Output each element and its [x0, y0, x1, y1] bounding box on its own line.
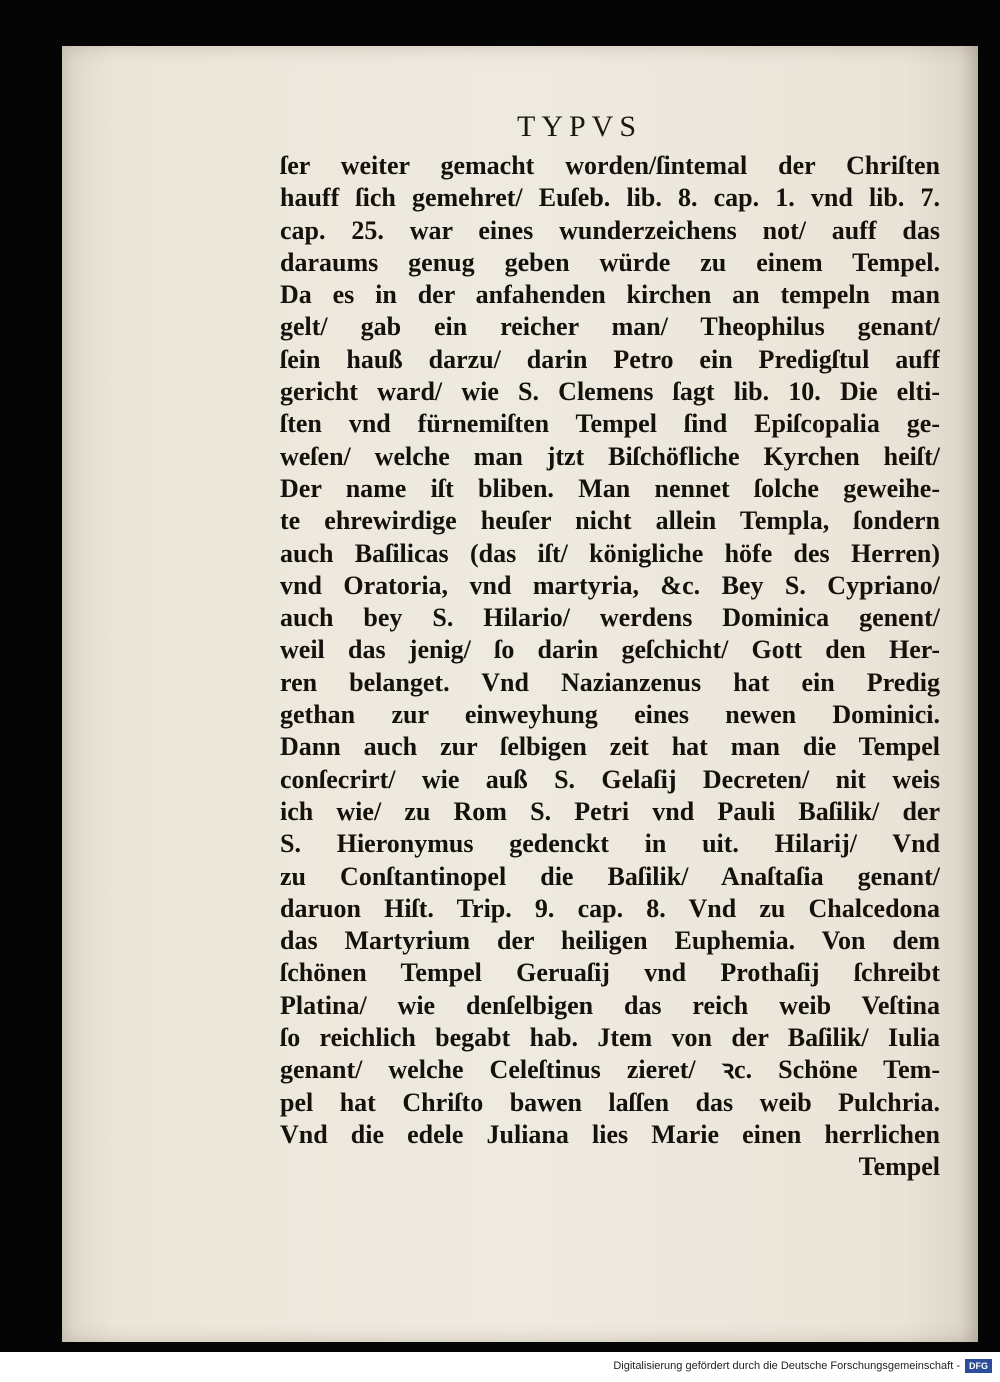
text-line: auch Baſilicas (das iſt/ königliche höfe des Herren): [280, 538, 940, 568]
running-head: TYPVS: [517, 110, 643, 143]
text-line: ſten vnd fürnemiſten Tempel ſind Epiſcopalia ge-: [280, 409, 940, 439]
funding-notice: Digitalisierung gefördert durch die Deutsche Forschungsgemeinschaft -: [613, 1360, 960, 1372]
text-line: zu Conſtantinopel die Baſilik/ Anaſtaſia genant/: [280, 861, 940, 891]
text-line: ſer weiter gemacht worden/ſintemal der Chriſten: [280, 151, 940, 180]
text-line: vnd Oratoria, vnd martyria, &c. Bey S. Cypriano/: [280, 570, 940, 600]
text-line: ſo reichlich begabt hab. Jtem von der Baſilik/ Iulia: [280, 1023, 940, 1053]
text-line: auch bey S. Hilario/ werdens Dominica genent/: [280, 603, 940, 633]
text-block: [280, 150, 940, 1184]
text-line: Platina/ wie denſelbigen das reich weib Veſtina: [280, 990, 940, 1020]
text-line: S. Hieronymus gedenckt in uit. Hilarij/ Vnd: [280, 829, 940, 859]
text-line: genant/ welche Celeſtinus zieret/ ꝛc. Schöne Tem-: [280, 1055, 940, 1085]
text-line: weſen/ welche man jtzt Biſchöfliche Kyrchen heiſt/: [280, 441, 940, 471]
catchword: Tempel: [858, 1152, 940, 1182]
text-line: weil das jenig/ ſo darin geſchicht/ Gott den Her-: [280, 635, 940, 665]
text-line: ſchönen Tempel Geruaſij vnd Prothaſij ſchreibt: [280, 958, 940, 988]
text-line: Vnd die edele Juliana lies Marie einen herrlichen: [280, 1119, 940, 1149]
text-line: gelt/ gab ein reicher man/ Theophilus genant/: [280, 312, 940, 342]
text-line: gethan zur einweyhung eines newen Dominici.: [280, 700, 940, 730]
text-line: Da es in der anfahenden kirchen an tempeln man: [280, 280, 940, 310]
footer-bar: [0, 1352, 1000, 1382]
text-line: gericht ward/ wie S. Clemens ſagt lib. 10. Die elti-: [280, 377, 940, 407]
text-line: ich wie/ zu Rom S. Petri vnd Pauli Baſilik/ der: [280, 796, 940, 826]
text-line: daruon Hiſt. Trip. 9. cap. 8. Vnd zu Chalcedona: [280, 893, 940, 923]
text-line: cap. 25. war eines wunderzeichens not/ auff das: [280, 215, 940, 245]
dfg-logo-icon: DFG: [965, 1359, 992, 1373]
text-line: hauff ſich gemehret/ Euſeb. lib. 8. cap. 1. vnd lib. 7.: [280, 183, 940, 213]
text-line: ſein hauß darzu/ darin Petro ein Predigſtul auff: [280, 344, 940, 374]
text-line: pel hat Chriſto bawen laſſen das weib Pulchria.: [280, 1087, 940, 1117]
page-edge-shadow: [960, 46, 978, 1342]
text-line: conſecrirt/ wie auß S. Gelaſij Decreten/ nit weis: [280, 764, 940, 794]
text-line: ren belanget. Vnd Nazianzenus hat ein Predig: [280, 667, 940, 697]
text-line: Der name iſt bliben. Man nennet ſolche geweihe-: [280, 473, 940, 503]
book-page: [62, 46, 978, 1342]
text-line: das Martyrium der heiligen Euphemia. Von dem: [280, 926, 940, 956]
text-line: Dann auch zur ſelbigen zeit hat man die Tempel: [280, 732, 940, 762]
text-line: te ehrewirdige heuſer nicht allein Templa, ſondern: [280, 506, 940, 536]
text-line: daraums genug geben würde zu einem Tempel.: [280, 247, 940, 277]
